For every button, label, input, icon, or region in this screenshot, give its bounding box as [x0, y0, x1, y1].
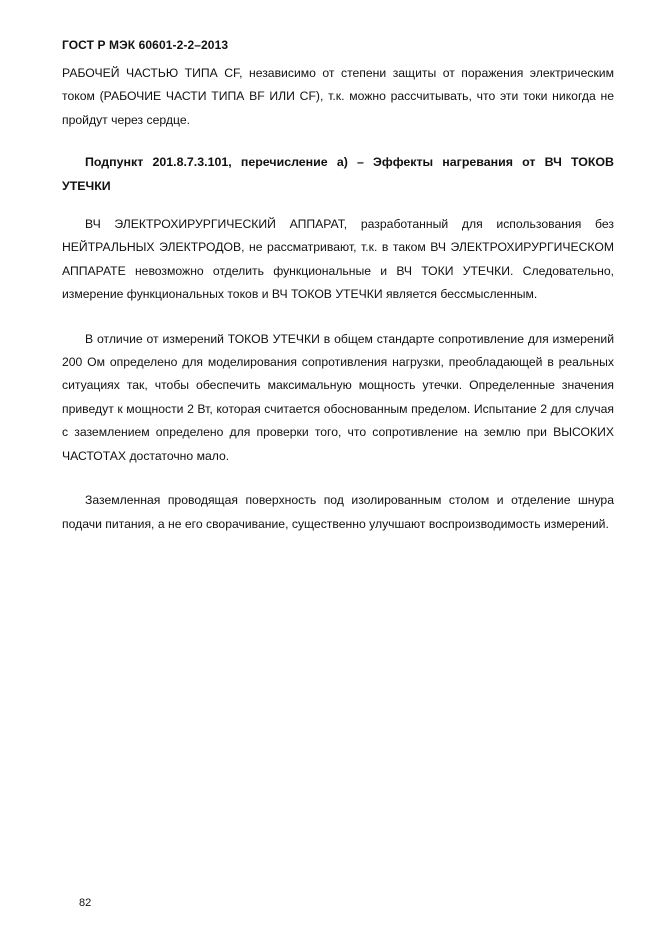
continuation-paragraph: РАБОЧЕЙ ЧАСТЬЮ ТИПА CF, независимо от степени защиты от поражения электрическим током (РАБОЧИЕ ЧАСТИ ТИПА BF ИЛИ CF), т.к. можно рассчитывать, что эти токи никогда не пройдут через сердце.: [62, 66, 614, 127]
body-paragraph: ВЧ ЭЛЕКТРОХИРУРГИЧЕСКИЙ АППАРАТ, разработанный для использования без НЕЙТРАЛЬНЫХ ЭЛЕКТРОДОВ, не рассматривают, т.к. в таком ВЧ ЭЛЕКТРОХИРУРГИЧЕСКОМ АППАРАТЕ невозможно отделить функциональные и ВЧ ТОКИ УТЕЧКИ. Следовательно, измерение функциональных токов и ВЧ ТОКОВ УТЕЧКИ является бессмысленным.: [62, 217, 614, 302]
body-paragraph: Заземленная проводящая поверхность под изолированным столом и отделение шнура подачи питания, а не его сворачивание, существенно улучшают воспроизводимость измерений.: [62, 493, 614, 531]
page-number: 82: [79, 897, 92, 909]
section-heading: Подпункт 201.8.7.3.101, перечисление а) – Эффекты нагревания от ВЧ ТОКОВ УТЕЧКИ: [62, 155, 614, 193]
document-body: [62, 62, 614, 536]
body-paragraph: В отличие от измерений ТОКОВ УТЕЧКИ в общем стандарте сопротивление для измерений 200 Ом определено для моделирования сопротивления нагрузки, преобладающей в реальных ситуациях так, чтобы обеспечить максимальную мощность утечки. Определенные значения приведут к мощности 2 Вт, которая считается обоснованным пределом. Испытание 2 для случая с заземлением определено для проверки того, что сопротивление на землю при ВЫСОКИХ ЧАСТОТАХ достаточно мало.: [62, 331, 614, 463]
document-header: ГОСТ Р МЭК 60601-2-2–2013: [62, 38, 229, 52]
